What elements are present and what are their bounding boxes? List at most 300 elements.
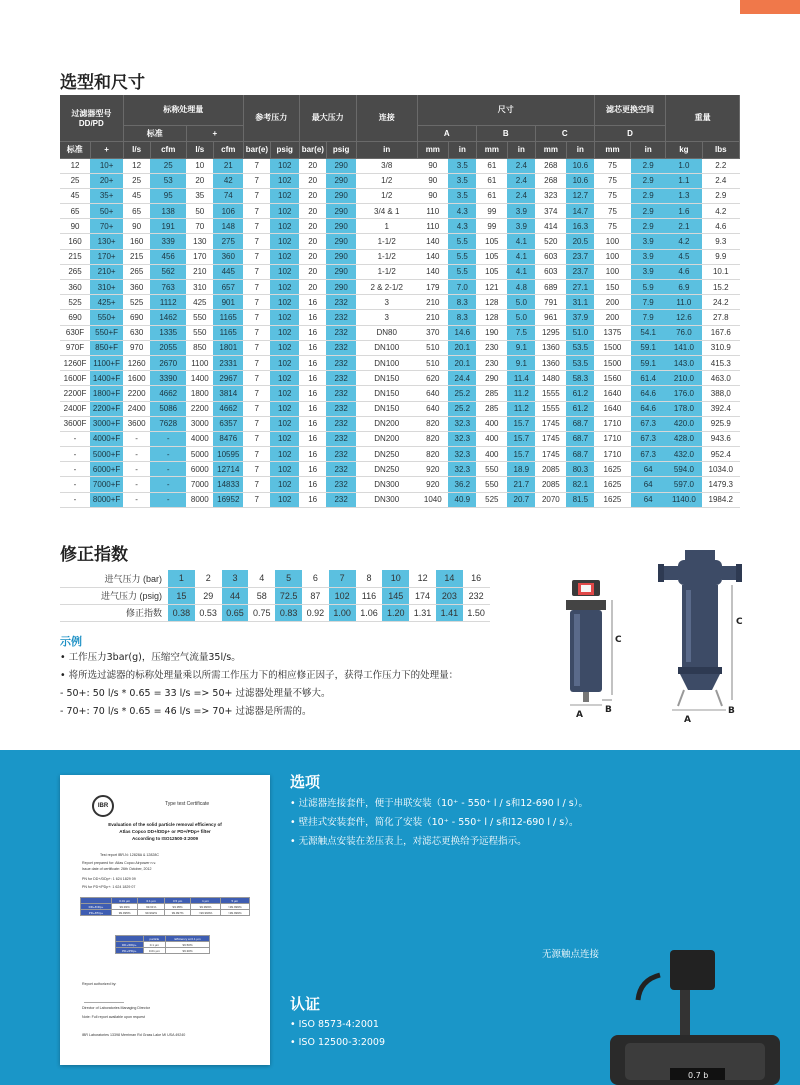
table-cell: 1165 [213,310,243,325]
cert-heading-line: Atlas Copco DD+/DDp+ or PD+/PDp+ filter [119,829,211,834]
table-cell: 102 [270,355,299,370]
table-cell: 45 [123,188,150,203]
table-cell: 943.6 [702,431,739,446]
cert-heading-line: Evaluation of the solid particle removal efficiency of [108,822,222,827]
table-cell: 562 [150,264,186,279]
table-cell: 850 [186,340,213,355]
table-cell: 630F [60,325,90,340]
table-cell: 310 [186,280,213,295]
table-cell: 550 [476,462,507,477]
table-cell: 10+ [90,158,123,173]
table-cell: 3.5 [448,173,476,188]
table-cell: 42 [213,173,243,188]
spec-table [60,95,740,508]
table-cell: 232 [326,431,356,446]
table-cell: 1625 [594,477,630,492]
hdr-unit: in [566,141,594,158]
table-cell: 210 [417,295,448,310]
table-cell: 1100 [186,355,213,370]
table-cell: 425+ [90,295,123,310]
table-cell: 16 [299,447,326,462]
table-cell: 3814 [213,386,243,401]
hdr-unit: l/s [123,141,150,158]
table-cell: 310+ [90,280,123,295]
table-cell: 20 [299,280,326,295]
table-row [60,355,740,370]
table-cell: 1625 [594,462,630,477]
table-cell: 75 [594,188,630,203]
table-cell: 2085 [535,462,566,477]
cert-cell: >99.999% [220,910,249,916]
correction-cell: 232 [463,587,490,604]
table-cell: 16 [299,355,326,370]
hdr-nominal: 标称处理量 [123,95,243,125]
table-cell: 20 [299,204,326,219]
table-cell: 1.3 [666,188,702,203]
table-cell: 4.6 [702,219,739,234]
table-cell: 520 [535,234,566,249]
table-cell: 1500 [594,355,630,370]
correction-cell: 2 [195,570,222,587]
table-cell: 1040 [417,492,448,507]
table-cell: 67.3 [631,416,666,431]
table-cell: 7 [243,234,270,249]
table-cell: 20 [299,234,326,249]
table-cell: 290 [476,371,507,386]
table-cell: 7 [243,386,270,401]
cert-cell: 99.61% [138,904,164,910]
table-cell: 2.2 [702,158,739,173]
table-cell: 850+F [90,340,123,355]
hdr-dim-d: D [594,125,665,141]
table-cell: 970F [60,340,90,355]
hdr-unit: bar(e) [243,141,270,158]
certificate-type: Type test Certificate [165,801,210,807]
table-cell: 102 [270,431,299,446]
cert-cell: PD+/PDp+ [81,910,112,916]
correction-label: 进气压力 (psig) [60,587,168,604]
table-cell: 620 [417,371,448,386]
table-cell: 603 [535,249,566,264]
table-cell: 6357 [213,416,243,431]
correction-cell: 1.00 [329,604,356,621]
table-cell: 140 [417,264,448,279]
table-cell: 61 [476,173,507,188]
table-cell: 110 [417,219,448,234]
table-cell: 4.6 [666,264,702,279]
correction-cell: 6 [302,570,329,587]
table-cell: 2670 [150,355,186,370]
table-cell: 550 [476,477,507,492]
table-cell: 3.5 [448,158,476,173]
section-title-correction: 修正指数 [60,545,128,565]
table-cell: 138 [150,204,186,219]
table-cell: 31.1 [566,295,594,310]
table-cell: 7 [243,325,270,340]
table-cell: 16 [299,416,326,431]
table-cell: 7.5 [507,325,535,340]
table-cell: 32.3 [448,431,476,446]
correction-cell: 1.41 [436,604,463,621]
table-cell: 215 [123,249,150,264]
table-cell: 50+ [90,204,123,219]
table-cell: 15.7 [507,447,535,462]
table-row [60,401,740,416]
correction-cell: 44 [222,587,249,604]
table-cell: 7628 [150,416,186,431]
table-cell: 20.5 [566,234,594,249]
table-cell: 6000 [186,462,213,477]
table-cell: 40.9 [448,492,476,507]
table-cell: 102 [270,340,299,355]
table-cell: 16 [299,325,326,340]
table-row [60,447,740,462]
table-cell: 37.9 [566,310,594,325]
table-cell: 820 [417,447,448,462]
table-cell: 9.1 [507,340,535,355]
table-cell: 11.0 [666,295,702,310]
table-cell: - [60,447,90,462]
table-cell: 7.9 [631,310,666,325]
table-cell: 20 [299,264,326,279]
table-cell: 7 [243,173,270,188]
table-cell: DN100 [356,340,417,355]
cert-cell: 0.1 µm [138,898,164,904]
table-cell: 4.3 [448,204,476,219]
table-cell: 16 [299,431,326,446]
table-cell: 232 [326,492,356,507]
table-cell: 400 [476,447,507,462]
table-cell: 7 [243,416,270,431]
correction-row [60,587,490,604]
table-cell: 432.0 [666,447,702,462]
table-cell: 2.4 [507,158,535,173]
table-cell: 70+ [90,219,123,234]
table-cell: 2.9 [631,173,666,188]
table-cell: 232 [326,355,356,370]
table-cell: 1640 [594,401,630,416]
table-row [60,219,740,234]
options-title: 选项 [290,773,321,791]
table-cell: 7000+F [90,477,123,492]
table-cell: 597.0 [666,477,702,492]
hdr-service-space: 滤芯更换空间 [594,95,665,125]
hdr-unit: bar(e) [299,141,326,158]
table-cell: 657 [213,280,243,295]
contact-sensor-image [600,940,780,1085]
table-cell: 9.3 [702,234,739,249]
table-cell: 102 [270,204,299,219]
table-cell: 5.5 [448,264,476,279]
correction-cell: 116 [356,587,383,604]
table-cell: 20 [299,188,326,203]
table-cell: 360 [60,280,90,295]
correction-cell: 29 [195,587,222,604]
table-cell: 415.3 [702,355,739,370]
table-cell: 25 [60,173,90,188]
table-cell: 1500 [594,340,630,355]
table-cell: 12 [123,158,150,173]
table-cell: 1140.0 [666,492,702,507]
table-cell: 1800 [186,386,213,401]
table-cell: 7 [243,158,270,173]
cert-note: Note: Full report available upon request [82,1015,145,1019]
table-cell: 1-1/2 [356,264,417,279]
table-cell: 75 [594,219,630,234]
table-cell: 8.3 [448,310,476,325]
table-cell: 2400 [123,401,150,416]
table-cell: 23.7 [566,249,594,264]
table-cell: 20 [186,173,213,188]
table-cell: 24.2 [702,295,739,310]
table-cell: 820 [417,416,448,431]
table-cell: - [150,447,186,462]
table-cell: 102 [270,371,299,386]
table-cell: 275 [213,234,243,249]
sensor-caption: 无源触点连接 [542,949,600,960]
table-cell: 510 [417,355,448,370]
cert-authorized: Report authorized by: [82,982,117,986]
table-cell: 456 [150,249,186,264]
cert-cell: DD+/DDp+ [81,904,112,910]
table-cell: 90 [417,173,448,188]
table-cell: 5.9 [631,280,666,295]
table-cell: 1480 [535,371,566,386]
table-cell: 1801 [213,340,243,355]
table-cell: 1375 [594,325,630,340]
table-cell: 1400+F [90,371,123,386]
table-row [60,462,740,477]
table-cell: 7 [243,447,270,462]
correction-cell: 10 [382,570,409,587]
table-cell: 2.9 [631,158,666,173]
table-cell: 179 [417,280,448,295]
table-row [60,188,740,203]
table-cell: 1/2 [356,188,417,203]
table-cell: 1034.0 [702,462,739,477]
table-cell: 7 [243,371,270,386]
table-cell: 1600 [123,371,150,386]
table-cell: 32.3 [448,416,476,431]
table-cell: 428.0 [666,431,702,446]
table-cell: 100 [594,249,630,264]
table-cell: 102 [270,249,299,264]
table-cell: 27.1 [566,280,594,295]
cert-address: IBR Laboratories 13398 Merriman Rd Grass Lake MI USA 49240 [82,1033,186,1037]
table-cell: 15.7 [507,416,535,431]
table-cell: 232 [326,401,356,416]
hdr-unit: l/s [186,141,213,158]
table-cell: DN200 [356,431,417,446]
table-cell: DN150 [356,386,417,401]
table-cell: 392.4 [702,401,739,416]
table-cell: 2.9 [631,188,666,203]
correction-cell: 5 [275,570,302,587]
table-cell: 285 [476,386,507,401]
table-cell: 550+F [90,325,123,340]
table-cell: 10.6 [566,173,594,188]
table-cell: 690 [60,310,90,325]
table-cell: 81.5 [566,492,594,507]
label-a-large: A [684,715,691,725]
hdr-unit: in [356,141,417,158]
cert-director: Director of Laboratories Managing Director [82,1006,150,1010]
hdr-unit: cfm [213,141,243,158]
cert-cell: 0.5 µm [164,898,190,904]
table-cell: 82.1 [566,477,594,492]
certification-item: • ISO 8573-4:2001 [290,1016,385,1034]
table-cell: 20.1 [448,355,476,370]
table-cell: 128 [476,310,507,325]
hdr-unit: lbs [702,141,739,158]
table-cell: 90 [60,219,90,234]
correction-cell: 0.75 [248,604,275,621]
hdr-plus: + [186,125,243,141]
table-cell: 16 [299,340,326,355]
table-cell: 4662 [150,386,186,401]
correction-label: 进气压力 (bar) [60,570,168,587]
table-cell: 21 [213,158,243,173]
table-cell: 58.3 [566,371,594,386]
options-list [290,794,588,851]
correction-cell: 102 [329,587,356,604]
table-cell: 7.0 [448,280,476,295]
table-cell: 7000 [186,477,213,492]
table-cell: 191 [150,219,186,234]
table-cell: 167.6 [702,325,739,340]
hdr-unit: in [448,141,476,158]
table-cell: 10 [186,158,213,173]
table-cell: 3.9 [631,234,666,249]
table-cell: 961 [535,310,566,325]
table-cell: 463.0 [702,371,739,386]
table-cell: 290 [326,264,356,279]
table-cell: 141.0 [666,340,702,355]
table-cell: 4.5 [666,249,702,264]
correction-cell: 1 [168,570,195,587]
table-cell: 550 [186,310,213,325]
table-row [60,249,740,264]
table-cell: 21.7 [507,477,535,492]
correction-row [60,570,490,587]
table-cell: 230 [476,340,507,355]
table-cell: 3600 [123,416,150,431]
table-cell: 1462 [150,310,186,325]
section-title-selection: 选型和尺寸 [60,73,145,93]
correction-cell: 87 [302,587,329,604]
table-cell: 102 [270,188,299,203]
correction-cell: 0.38 [168,604,195,621]
table-cell: 25 [150,158,186,173]
table-cell: 23.7 [566,264,594,279]
table-cell: 1-1/2 [356,249,417,264]
table-row [60,325,740,340]
table-cell: 68.7 [566,416,594,431]
table-cell: 4.3 [448,219,476,234]
table-cell: 3000 [186,416,213,431]
table-cell: 6000+F [90,462,123,477]
table-cell: 74 [213,188,243,203]
table-cell: 1165 [213,325,243,340]
table-cell: 45 [60,188,90,203]
table-cell: 20 [299,173,326,188]
table-cell: DN300 [356,477,417,492]
table-cell: 20 [299,158,326,173]
cert-issue: Issue date of certificate: 26th October, 2012 [82,867,152,871]
table-cell: 2 & 2-1/2 [356,280,417,295]
table-cell: 4.2 [666,234,702,249]
table-cell: 630 [123,325,150,340]
table-cell: 2200 [123,386,150,401]
table-cell: 25 [123,173,150,188]
hdr-unit: mm [594,141,630,158]
table-cell: 232 [326,325,356,340]
table-cell: 640 [417,386,448,401]
table-cell: 64.6 [631,401,666,416]
table-cell: 102 [270,325,299,340]
table-cell: 2200 [186,401,213,416]
table-cell: 310.9 [702,340,739,355]
table-cell: 1260F [60,355,90,370]
table-cell: 265 [123,264,150,279]
table-cell: 7 [243,355,270,370]
table-cell: 100 [594,264,630,279]
table-cell: 232 [326,447,356,462]
table-cell: 1560 [594,371,630,386]
table-cell: 2.4 [507,173,535,188]
example-title: 示例 [60,635,82,648]
filter-product-images [560,550,790,730]
label-b-small: B [605,705,612,715]
table-cell: 1112 [150,295,186,310]
table-cell: 210 [417,310,448,325]
table-cell: 105 [476,264,507,279]
table-cell: 265 [60,264,90,279]
signature [84,993,124,1003]
correction-cell: 14 [436,570,463,587]
table-cell: 1.6 [666,204,702,219]
table-cell: - [123,492,150,507]
cert-cell: DD+/DDp+ [116,942,144,948]
table-cell: 106 [213,204,243,219]
table-cell: 920 [417,477,448,492]
table-cell: 360 [123,280,150,295]
table-cell: 16 [299,477,326,492]
table-cell: - [123,462,150,477]
table-cell: 5.0 [507,295,535,310]
table-cell: 1360 [535,355,566,370]
table-cell: 75 [594,173,630,188]
cert-cell: Efficiency at 0.1 µm [166,936,210,942]
cert-report: Test report IBR-N: 12828A & 12828C [100,853,159,857]
table-cell: 102 [270,264,299,279]
certification-list [290,1016,385,1052]
table-cell: 1.1 [666,173,702,188]
correction-cell: 3 [222,570,249,587]
table-cell: 25.2 [448,386,476,401]
certificate-image [60,775,270,1065]
table-cell: 290 [326,158,356,173]
table-cell: 7 [243,219,270,234]
table-cell: 16952 [213,492,243,507]
table-cell: 1400 [186,371,213,386]
example-line: • 工作压力3bar(g)，压缩空气流量35l/s。 [60,652,241,663]
table-cell: 3.9 [507,204,535,219]
table-cell: 2055 [150,340,186,355]
table-cell: 5000 [186,447,213,462]
table-cell: 370 [417,325,448,340]
correction-cell: 8 [356,570,383,587]
